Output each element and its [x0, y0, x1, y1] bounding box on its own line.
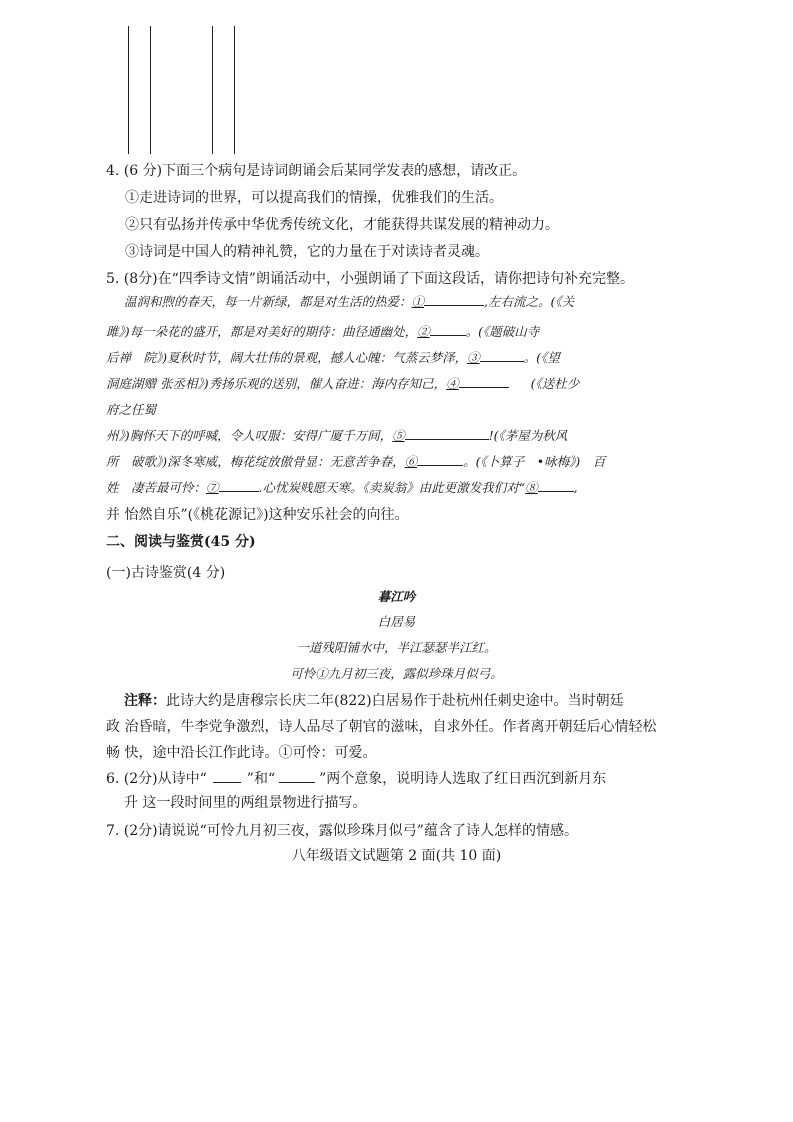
blank-number-1: ①: [411, 294, 425, 309]
blank-number-4: ④: [446, 376, 459, 391]
q5-line-8: [106, 478, 578, 496]
q5-text: ,: [573, 480, 578, 495]
answer-box-line: [212, 26, 213, 154]
fill-blank-1[interactable]: [424, 293, 484, 306]
note-label: 注释：: [124, 693, 166, 709]
fill-blank-7[interactable]: [219, 479, 259, 492]
page-footer: 八年级语文试题第 2 面(共 10 面): [291, 848, 502, 864]
fill-blank-4[interactable]: [459, 375, 509, 388]
poem-author: 白居易: [377, 614, 416, 629]
note-line-3: 畅 快，途中沿长江作此诗。①可怜：可爱。: [106, 745, 377, 761]
q5-text: 温润和煦的春天，每一片新绿，都是对生活的热爱：: [124, 294, 412, 309]
subsection-title: (一)古诗鉴赏(4 分): [106, 565, 226, 581]
q5-line-3: [106, 348, 560, 366]
note-line-1: [124, 690, 624, 710]
poem-title: 暮江吟: [377, 589, 416, 604]
poem-line-2: 可怜①九月初三夜，露似珍珠月似弓。: [290, 666, 503, 681]
fill-blank-5[interactable]: [405, 427, 489, 440]
fill-blank-8[interactable]: [538, 479, 574, 492]
q4-sentence-1: ①走进诗词的世界，可以提高我们的情操，优雅我们的生活。: [125, 190, 503, 206]
q5-text: .心忧炭贱愿天寒。《卖炭翁》由此更激发我们对“: [258, 480, 526, 495]
q5-text: ,左右流之。(《关: [484, 294, 575, 309]
q4-sentence-3: ③诗词是中国人的精神礼赞，它的力量在于对读诗者灵魂。: [125, 244, 489, 260]
blank-number-7: ⑦: [206, 480, 219, 495]
answer-box-line: [128, 26, 129, 154]
q6-text: ”两个意象，说明诗人选取了红日西沉到新月东: [319, 771, 607, 787]
q5-text: 所 破歌》)深冬寒威，梅花绽放傲骨显：无意苦争春，: [106, 454, 405, 469]
q5-text: (《送杜少: [530, 376, 580, 391]
fill-blank-6[interactable]: [417, 453, 463, 466]
q5-text: 州》)胸怀天下的呼喊，令人叹服：安得广厦千万间，: [106, 428, 393, 443]
q5-line-7: [106, 452, 605, 470]
q5-text: 雎》)每一朵花的盛开，都是对美好的期待：曲径通幽处，: [106, 324, 418, 339]
q6-line-1: [106, 768, 606, 788]
q5-text: 姓 凄苦最可怜：: [106, 480, 207, 495]
q5-text: 后禅 院》)夏秋时节，阔大壮伟的景观，撼人心魄：气蒸云梦泽，: [106, 350, 468, 365]
note-line-2: 政 治昏暗，牛李党争激烈，诗人品尽了朝官的滋味，自求外任。作者离开朝廷后心情轻松: [106, 719, 657, 735]
blank-number-5: ⑤: [392, 428, 405, 443]
q5-text: 。(《卜算子 •咏梅》) 百: [463, 454, 606, 469]
q5-line-6: [106, 426, 567, 444]
q5-text: !(《茅屋为秋风: [488, 428, 568, 443]
q6-text: 6. (2分)从诗中“: [106, 771, 207, 787]
q5-line-2: [106, 322, 539, 340]
q4-sentence-2: ②只有弘扬并传承中华优秀传统文化，才能获得共谋发展的精神动力。: [125, 217, 559, 233]
q6-blank-1[interactable]: [213, 770, 241, 783]
poem-line-1: 一道残阳铺水中，半江瑟瑟半江红。: [296, 640, 497, 655]
q5-stem: 5. (8分)在“四季诗文情”朗诵活动中，小强朗诵了下面这段话，请你把诗句补充完整。: [106, 271, 634, 287]
blank-number-6: ⑥: [404, 454, 418, 469]
q5-line-1: [124, 292, 574, 310]
q6-blank-2[interactable]: [279, 770, 315, 783]
q5-line-5: 府之任蜀: [106, 402, 157, 417]
q5-line-9: 并 怡然自乐”(《桃花源记》)这种安乐社会的向往。: [106, 507, 409, 523]
blank-number-3: ③: [467, 350, 480, 365]
blank-number-2: ②: [417, 324, 430, 339]
section-title: 二、阅读与鉴赏(45 分): [106, 534, 256, 550]
q4-stem: 4. (6 分)下面三个病句是诗词朗诵会后某同学发表的感想，请改正。: [106, 163, 527, 179]
q6-line-2: 升 这一段时间里的两组景物进行描写。: [124, 795, 367, 811]
fill-blank-3[interactable]: [480, 349, 524, 362]
q5-text: 洞庭湖赠 张丞相》)秀扬乐观的送别，催人奋进：海内存知己，: [106, 376, 447, 391]
answer-box-line: [150, 26, 151, 154]
q5-line-4: [106, 374, 579, 392]
note-text: 此诗大约是唐穆宗长庆二年(822)白居易作于赴杭州任刺史途中。当时朝廷: [166, 693, 624, 709]
answer-box-line: [234, 26, 235, 154]
fill-blank-2[interactable]: [430, 323, 466, 336]
q7-text: 7. (2分)请说说“可怜九月初三夜，露似珍珠月似弓”蕴含了诗人怎样的情感。: [106, 823, 578, 839]
blank-number-8: ⑧: [525, 480, 538, 495]
q5-text: 。(《望: [523, 350, 560, 365]
q5-text: 。(《题破山寺: [465, 324, 540, 339]
q6-text: ”和“: [246, 771, 276, 787]
